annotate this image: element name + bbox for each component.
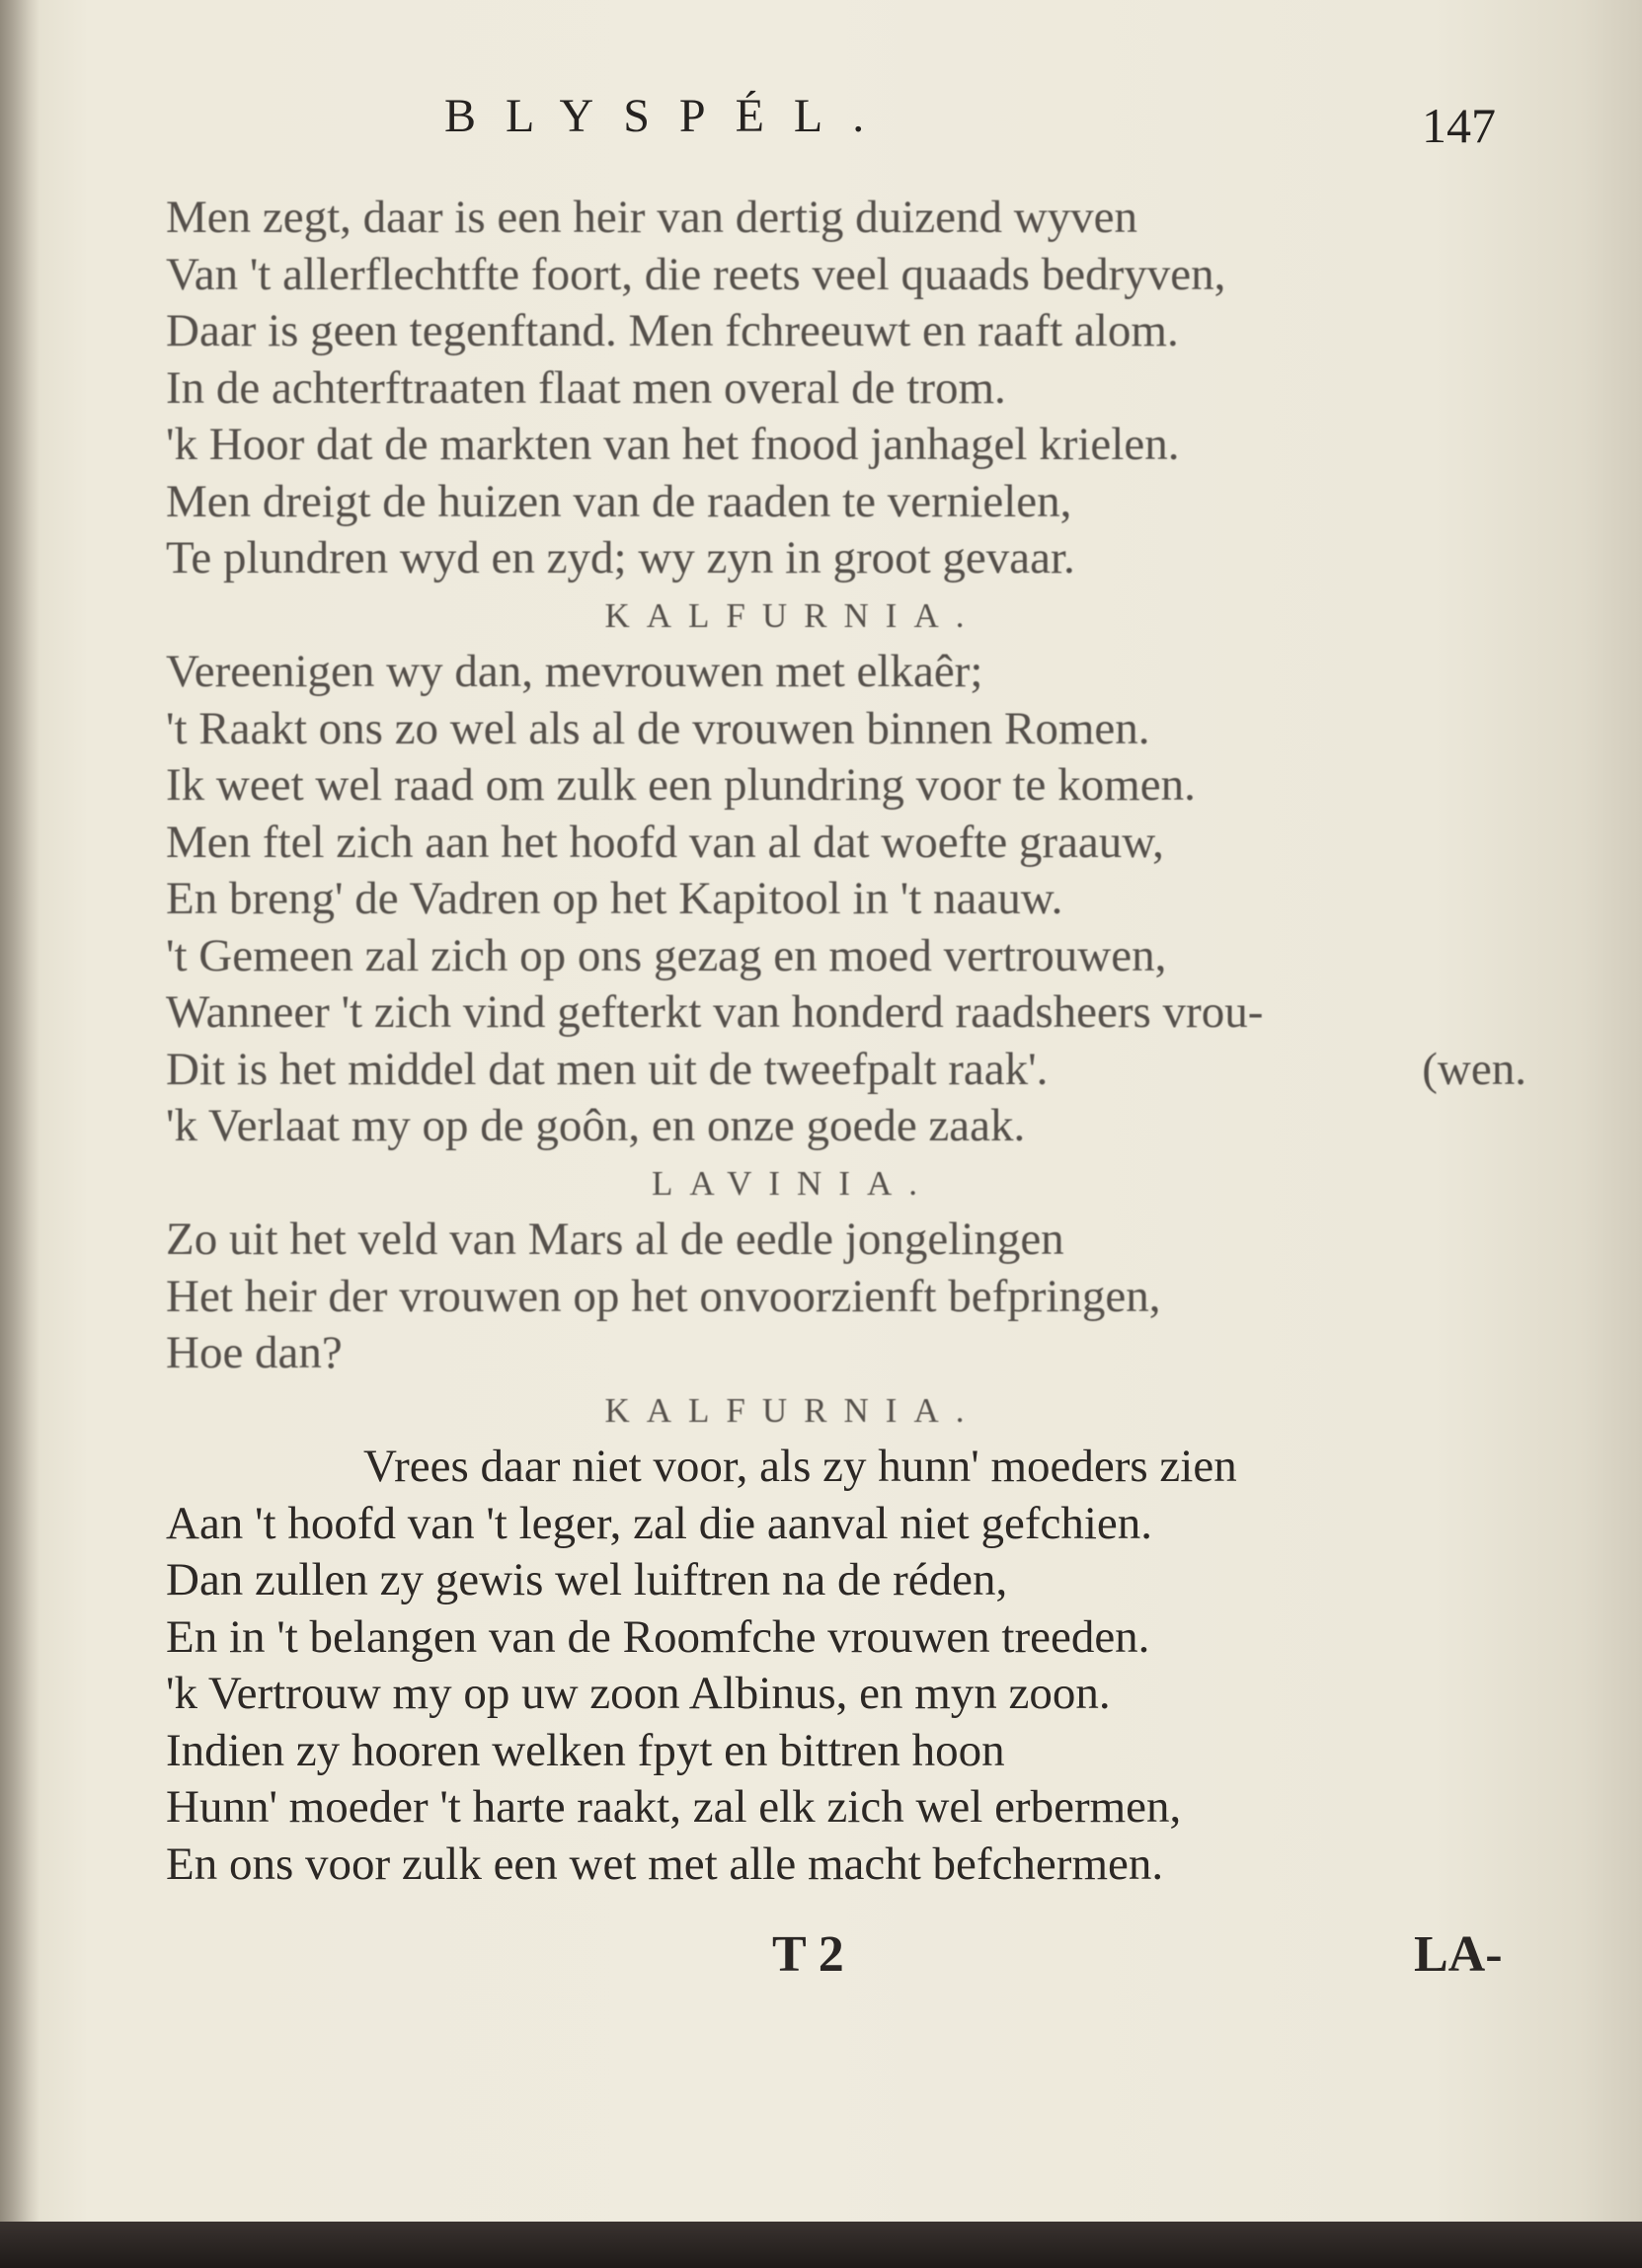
page-number: 147 <box>1422 98 1496 153</box>
verse-text <box>166 190 1528 1893</box>
verse-line: 't Raakt ons zo wel als al de vrouwen binnen Romen. <box>166 702 1150 754</box>
verse-line: Het heir der vrouwen op het onvoorzienft befpringen, <box>166 1270 1161 1322</box>
speaker-name: LAVINIA. <box>651 1163 935 1203</box>
verse-line: Dan zullen zy gewis wel luiftren na de réden, <box>166 1554 1008 1605</box>
verse-line: Hunn' moeder 't harte raakt, zal elk zich wel erbermen, <box>166 1781 1182 1833</box>
gutter-shadow <box>0 0 39 2222</box>
verse-line: Men ftel zich aan het hoofd van al dat woefte graauw, <box>166 816 1164 868</box>
verse-line: Daar is geen tegenftand. Men fchreeuwt en raaft alom. <box>166 305 1179 356</box>
verse-line: Wanneer 't zich vind gefterkt van honderd raadsheers vrou- <box>166 986 1264 1038</box>
turnover-text: (wen. <box>1422 1043 1526 1095</box>
verse-line: In de achterftraaten flaat men overal de trom. <box>166 361 1006 414</box>
signature-mark: T 2 <box>772 1926 844 1983</box>
running-title: BLYSPÉL. <box>444 90 895 142</box>
verse-line: En breng' de Vadren op het Kapitool in 't naauw. <box>166 873 1063 924</box>
verse-line: Te plundren wyd en zyd; wy zyn in groot gevaar. <box>166 532 1075 584</box>
verse-line: 't Gemeen zal zich op ons gezag en moed vertrouwen, <box>166 929 1167 981</box>
verse-line: Men zegt, daar is een heir van dertig duizend wyven <box>166 192 1138 243</box>
verse-line: Aan 't hoofd van 't leger, zal die aanval niet gefchien. <box>166 1497 1153 1549</box>
verse-line <box>166 1042 1528 1099</box>
scan-background <box>0 2222 1642 2268</box>
verse-line: Ik weet wel raad om zulk een plundring voor te komen. <box>166 759 1196 811</box>
verse-line: 'k Vertrouw my op uw zoon Albinus, en myn zoon. <box>166 1668 1111 1719</box>
verse-line: Zo uit het veld van Mars al de eedle jongelingen <box>166 1213 1064 1265</box>
verse-line: 'k Hoor dat de markten van het fnood janhagel krielen. <box>166 419 1180 470</box>
verse-line: Men dreigt de huizen van de raaden te vernielen, <box>166 475 1072 527</box>
speaker-name: KALFURNIA. <box>604 595 981 635</box>
verse-line-text: Dit is het middel dat men uit de tweefpalt raak'. <box>166 1043 1049 1095</box>
speaker-name: KALFURNIA. <box>604 1390 981 1430</box>
verse-line: Indien zy hooren welken fpyt en bittren hoon <box>166 1724 1005 1776</box>
catchword: LA- <box>1414 1926 1503 1983</box>
verse-line: Hoe dan? <box>166 1327 343 1378</box>
verse-line: Vrees daar niet voor, als zy hunn' moeders zien <box>363 1441 1237 1492</box>
verse-line: Van 't allerflechtfte foort, die reets veel quaads bedryven, <box>166 248 1226 300</box>
verse-line: En in 't belangen van de Roomfche vrouwen treeden. <box>166 1610 1150 1663</box>
verse-line: En ons voor zulk een wet met alle macht befchermen. <box>166 1838 1164 1890</box>
verse-line: Vereenigen wy dan, mevrouwen met elkaêr; <box>166 646 983 697</box>
verse-line: 'k Verlaat my op de goôn, en onze goede zaak. <box>166 1100 1026 1151</box>
